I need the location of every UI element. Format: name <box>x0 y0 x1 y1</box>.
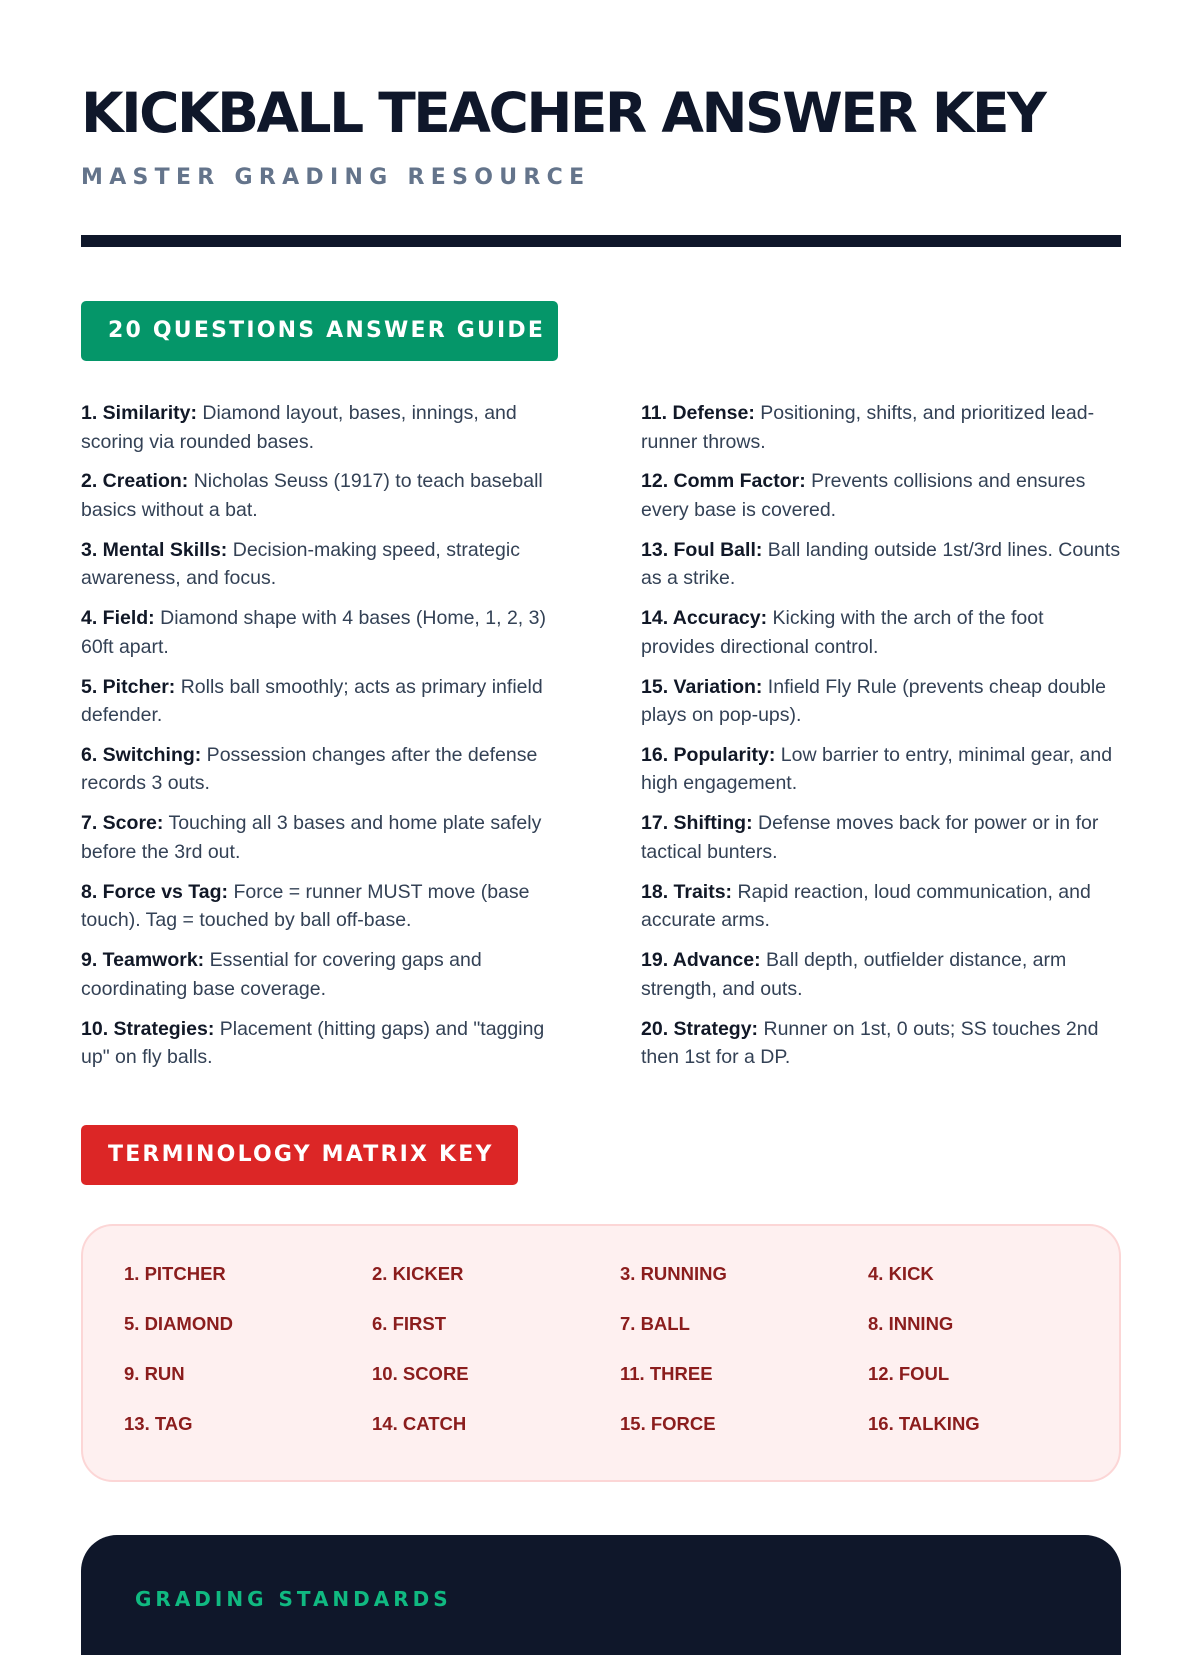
answer-text: Defense moves back for power or in for tactical bunters. <box>641 812 1099 863</box>
answer-item-16 <box>641 741 1121 798</box>
term-item: 2. KICKER <box>372 1263 464 1284</box>
answer-item-20 <box>641 1015 1121 1072</box>
answers-column-left <box>81 399 561 1083</box>
answer-text: Kicking with the arch of the foot provides directional control. <box>641 607 1044 658</box>
answer-item-13 <box>641 536 1121 593</box>
answer-text: Rapid reaction, loud communication, and accurate arms. <box>641 880 1091 932</box>
answer-term: 7. Score: <box>81 812 164 835</box>
answer-term: 20. Strategy: <box>641 1017 759 1040</box>
page-subtitle: MASTER GRADING RESOURCE <box>81 165 591 190</box>
page-title: KICKBALL TEACHER ANSWER KEY <box>81 81 1045 145</box>
answer-text: Placement (hitting gaps) and "tagging up" on fly balls. <box>81 1017 545 1069</box>
answer-text: Ball depth, outfielder distance, arm strength, and outs. <box>641 949 1067 1000</box>
grading-standards-panel <box>81 1535 1121 1655</box>
term-item: 6. FIRST <box>372 1313 447 1334</box>
answer-term: 14. Accuracy: <box>641 607 768 630</box>
answer-text: Diamond layout, bases, innings, and scoring via rounded bases. <box>81 402 517 453</box>
answer-term: 17. Shifting: <box>641 812 753 835</box>
answer-term: 10. Strategies: <box>81 1017 215 1040</box>
answer-text: Prevents collisions and ensures every base is covered. <box>641 470 1086 521</box>
answer-item-9 <box>81 946 561 1003</box>
term-item: 3. RUNNING <box>620 1263 727 1284</box>
answer-item-4 <box>81 604 561 661</box>
answer-term: 9. Teamwork: <box>81 949 205 972</box>
answer-item-17 <box>641 809 1121 866</box>
answer-term: 4. Field: <box>81 607 155 630</box>
answer-text: Possession changes after the defense records 3 outs. <box>81 743 538 795</box>
answer-item-12 <box>641 467 1121 524</box>
term-item: 7. BALL <box>620 1313 690 1334</box>
answer-text: Nicholas Seuss (1917) to teach baseball basics without a bat. <box>81 470 543 521</box>
answer-text: Low barrier to entry, minimal gear, and high engagement. <box>641 743 1113 795</box>
answer-term: 16. Popularity: <box>641 743 776 766</box>
answer-term: 2. Creation: <box>81 470 189 493</box>
answer-term: 5. Pitcher: <box>81 675 176 698</box>
answer-text: Touching all 3 bases and home plate safely before the 3rd out. <box>81 812 542 863</box>
answer-text: Decision-making speed, strategic awareness, and focus. <box>81 538 520 590</box>
answer-term: 12. Comm Factor: <box>641 470 806 493</box>
answer-item-1 <box>81 399 561 456</box>
grading-standards-label: GRADING STANDARDS <box>135 1587 452 1611</box>
answer-text: Rolls ball smoothly; acts as primary infield defender. <box>81 675 543 727</box>
term-item: 13. TAG <box>124 1413 193 1434</box>
answer-item-2 <box>81 467 561 524</box>
answer-text: Ball landing outside 1st/3rd lines. Counts as a strike. <box>641 538 1121 590</box>
answer-item-6 <box>81 741 561 798</box>
answer-term: 6. Switching: <box>81 743 202 766</box>
term-item: 1. PITCHER <box>124 1263 226 1284</box>
answer-term: 18. Traits: <box>641 880 733 903</box>
term-item: 16. TALKING <box>868 1413 980 1434</box>
answer-text: Runner on 1st, 0 outs; SS touches 2nd then 1st for a DP. <box>641 1017 1099 1069</box>
term-item: 12. FOUL <box>868 1363 950 1384</box>
answer-term: 15. Variation: <box>641 675 763 698</box>
term-item: 9. RUN <box>124 1363 185 1384</box>
answer-term: 11. Defense: <box>641 402 755 424</box>
answer-term: 19. Advance: <box>641 949 761 972</box>
answer-item-8 <box>81 878 561 935</box>
answer-item-18 <box>641 878 1121 935</box>
term-item: 14. CATCH <box>372 1413 467 1434</box>
answer-text: Infield Fly Rule (prevents cheap double plays on pop-ups). <box>641 675 1107 727</box>
answer-term: 3. Mental Skills: <box>81 538 228 561</box>
answer-term: 8. Force vs Tag: <box>81 880 229 903</box>
answer-text: Diamond shape with 4 bases (Home, 1, 2, 3) 60ft apart. <box>81 607 546 658</box>
term-item: 4. KICK <box>868 1263 934 1284</box>
header-divider <box>81 235 1121 247</box>
terminology-matrix <box>81 1224 1121 1482</box>
answer-item-15 <box>641 673 1121 730</box>
term-item: 10. SCORE <box>372 1363 469 1384</box>
answer-item-10 <box>81 1015 561 1072</box>
answer-term: 1. Similarity: <box>81 402 197 424</box>
answer-item-5 <box>81 673 561 730</box>
term-item: 15. FORCE <box>620 1413 716 1434</box>
term-item: 8. INNING <box>868 1313 954 1334</box>
answers-section-label: 20 QUESTIONS ANSWER GUIDE <box>81 301 558 361</box>
answer-text: Essential for covering gaps and coordinating base coverage. <box>81 949 482 1000</box>
answers-column-right <box>641 399 1121 1083</box>
answer-term: 13. Foul Ball: <box>641 538 763 561</box>
answer-text: Positioning, shifts, and prioritized lead-runner throws. <box>641 402 1095 453</box>
answer-item-14 <box>641 604 1121 661</box>
answer-item-11 <box>641 399 1121 456</box>
answer-item-19 <box>641 946 1121 1003</box>
terminology-section-label: TERMINOLOGY MATRIX KEY <box>81 1125 518 1185</box>
answer-item-3 <box>81 536 561 593</box>
answer-text: Force = runner MUST move (base touch). Tag = touched by ball off-base. <box>81 880 530 932</box>
answer-item-7 <box>81 809 561 866</box>
term-item: 5. DIAMOND <box>124 1313 233 1334</box>
terminology-grid <box>124 1254 1119 1454</box>
term-item: 11. THREE <box>620 1363 713 1384</box>
